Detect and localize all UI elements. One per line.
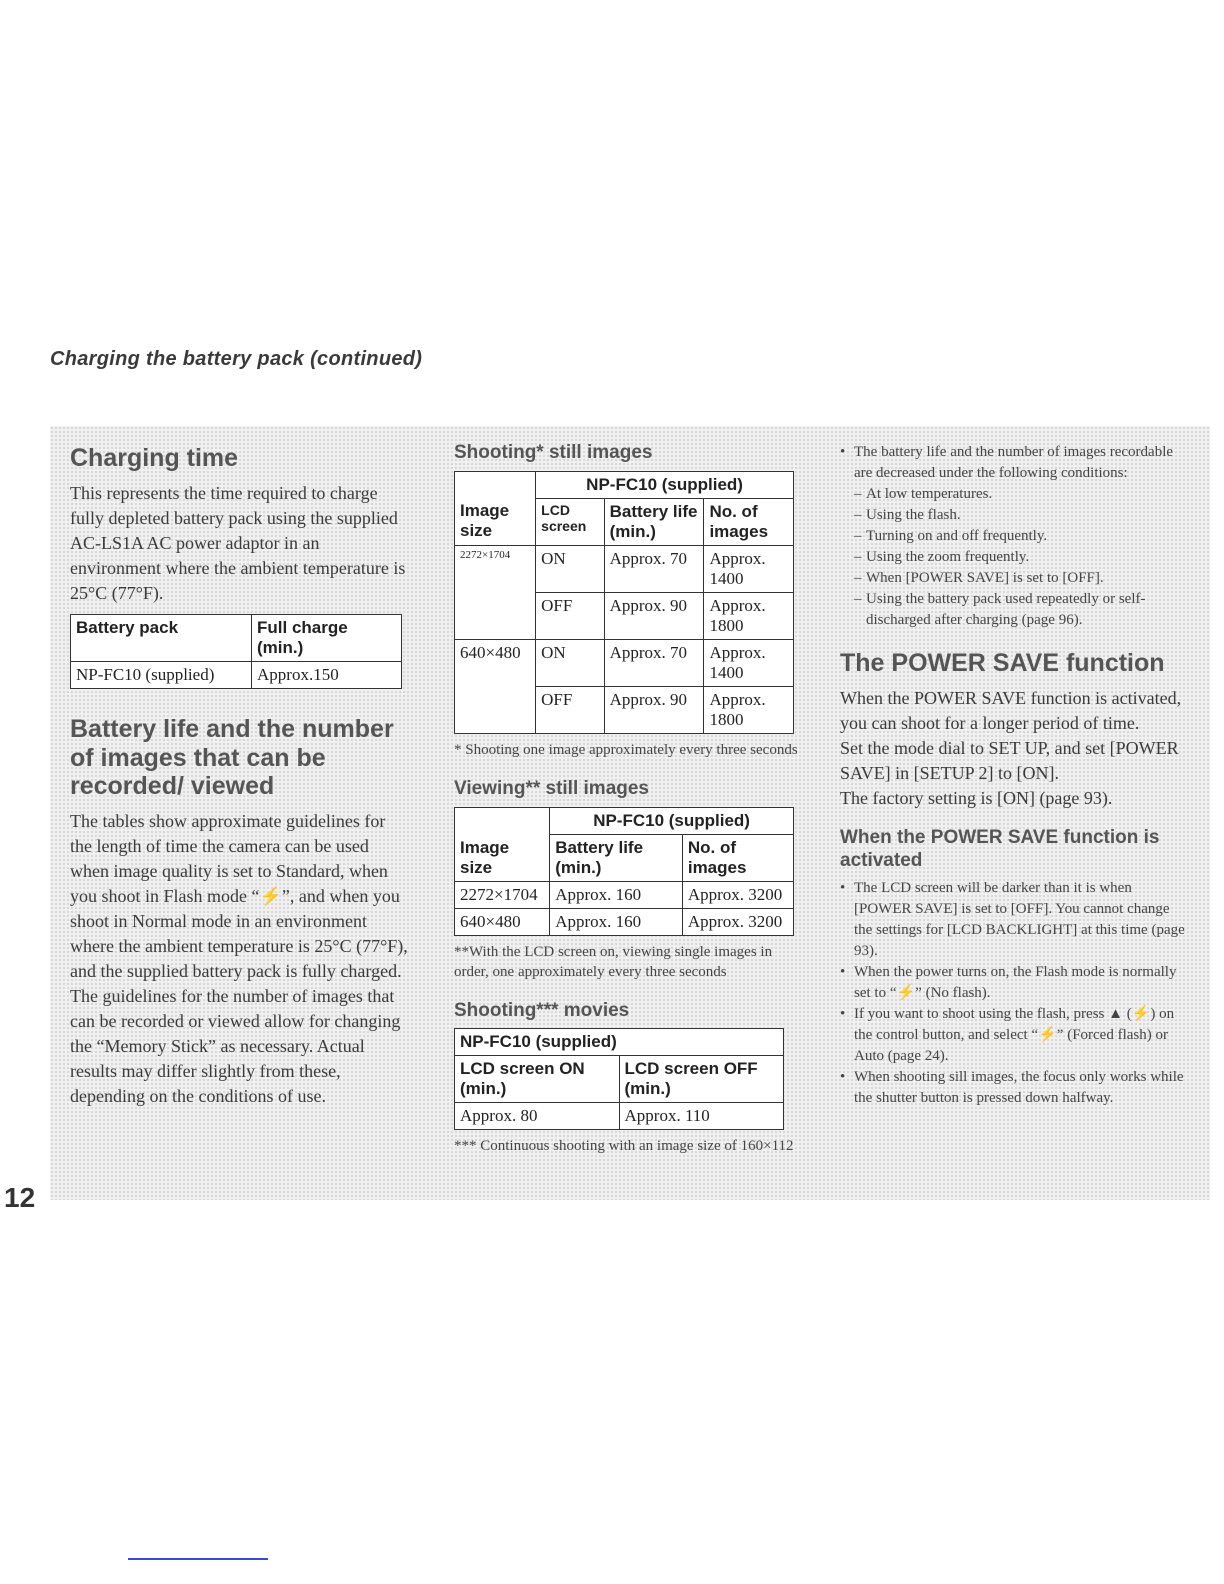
table-header-row <box>455 1029 784 1056</box>
table-row <box>455 881 794 908</box>
table-header: Battery pack <box>71 614 252 661</box>
shooting-movies-table <box>454 1028 784 1130</box>
table-header: Image size <box>455 498 536 545</box>
table-cell: Approx. 1400 <box>704 639 794 686</box>
list-item: – When [POWER SAVE] is set to [OFF]. <box>854 568 1190 589</box>
table-cell: Approx. 1400 <box>704 545 794 592</box>
table-header: Battery life (min.) <box>604 498 704 545</box>
shooting-movies-heading: Shooting*** movies <box>454 999 630 1021</box>
list-item: • The LCD screen will be darker than it is when [POWER SAVE] is set to [OFF]. You cannot change the settings for [LCD BACKLIGHT] at this time (page 93). <box>840 878 1190 962</box>
table-cell: Approx. 80 <box>455 1103 620 1130</box>
table-header: LCD screen OFF (min.) <box>619 1056 784 1103</box>
list-item: – Using the flash. <box>854 505 1190 526</box>
page-number: 12 <box>4 1182 36 1213</box>
table-row <box>455 908 794 935</box>
list-item: • The battery life and the number of images recordable are decreased under the following conditions: <box>840 442 1190 484</box>
table-header-row <box>71 614 402 661</box>
table-cell <box>455 592 536 639</box>
charging-time-heading: Charging time <box>70 444 239 472</box>
power-save-text: The factory setting is [ON] (page 93). <box>840 787 1113 808</box>
table-cell: Approx. 90 <box>604 686 704 733</box>
table-cell: Approx. 3200 <box>682 908 793 935</box>
table-cell: 640×480 <box>455 639 536 686</box>
table-cell: NP-FC10 (supplied) <box>71 661 252 688</box>
table-cell <box>455 686 536 733</box>
table-row <box>71 661 402 688</box>
table-cell: Approx. 110 <box>619 1103 784 1130</box>
table-group-header: NP-FC10 (supplied) <box>455 1029 784 1056</box>
table-cell: Approx. 1800 <box>704 592 794 639</box>
table-header: Image size <box>455 834 550 881</box>
shooting-still-heading: Shooting* still images <box>454 442 653 463</box>
table-cell: Approx. 70 <box>604 639 704 686</box>
battery-life-heading: Battery life and the number of images that can be recorded/ viewed <box>70 714 394 801</box>
viewing-still-heading: Viewing** still images <box>454 777 650 799</box>
column-left <box>70 444 410 1109</box>
table-cell: Approx. 3200 <box>682 881 793 908</box>
list-item: – At low temperatures. <box>854 484 1190 505</box>
list-item: • When shooting sill images, the focus only works while the shutter button is pressed down halfway. <box>840 1067 1190 1109</box>
table-cell: 640×480 <box>455 908 550 935</box>
list-item: – Turning on and off frequently. <box>854 526 1190 547</box>
table-row <box>455 1103 784 1130</box>
table-header <box>455 807 550 834</box>
table-cell: Approx. 70 <box>604 545 704 592</box>
column-right <box>840 442 1190 1109</box>
table-cell: OFF <box>536 686 604 733</box>
table-header: Battery life (min.) <box>550 834 683 881</box>
conditions-list <box>840 484 1190 631</box>
shooting-movies-footnote: *** Continuous shooting with an image size of 160×112 <box>454 1138 794 1155</box>
charging-time-table <box>70 614 402 689</box>
content-panel <box>50 426 1210 1200</box>
power-save-text: When the POWER SAVE function is activated, you can shoot for a longer period of time. <box>840 687 1182 733</box>
table-group-header: NP-FC10 (supplied) <box>550 807 794 834</box>
conditions-note <box>840 442 1190 484</box>
table-cell: 2272×1704 <box>455 545 536 592</box>
table-cell: Approx.150 <box>252 661 402 688</box>
table-header-row <box>455 471 794 498</box>
table-cell: ON <box>536 545 604 592</box>
divider <box>128 1558 268 1560</box>
table-cell: Approx. 160 <box>550 908 683 935</box>
list-item: – Using the battery pack used repeatedly or self-discharged after charging (page 96). <box>854 589 1190 631</box>
table-row <box>455 592 794 639</box>
list-item: • If you want to shoot using the flash, press ▲ (⚡) on the control button, and select “⚡” (Forced flash) or Auto (page 24). <box>840 1004 1190 1067</box>
table-header: LCD screen ON (min.) <box>455 1056 620 1103</box>
table-header: LCD screen <box>536 498 604 545</box>
column-middle <box>454 442 804 1156</box>
shooting-still-footnote: * Shooting one image approximately every three seconds <box>454 741 798 758</box>
table-header-row <box>455 1056 784 1103</box>
table-cell: Approx. 160 <box>550 881 683 908</box>
table-cell: Approx. 90 <box>604 592 704 639</box>
table-cell: ON <box>536 639 604 686</box>
charging-time-text: This represents the time required to charge fully depleted battery pack using the supplied AC-LS1A AC power adaptor in an environment where the ambient temperature is 25°C (77°F). <box>70 482 406 603</box>
table-header: Full charge (min.) <box>252 614 402 661</box>
table-header <box>455 471 536 498</box>
table-header: No. of images <box>704 498 794 545</box>
power-save-activated-heading: When the POWER SAVE function is activated <box>840 826 1160 871</box>
table-row <box>455 545 794 592</box>
table-group-header: NP-FC10 (supplied) <box>536 471 794 498</box>
shooting-still-table <box>454 471 794 734</box>
power-save-heading: The POWER SAVE function <box>840 649 1165 677</box>
table-cell: Approx. 1800 <box>704 686 794 733</box>
list-item: – Using the zoom frequently. <box>854 547 1190 568</box>
table-header: No. of images <box>682 834 793 881</box>
power-save-notes <box>840 878 1190 1109</box>
table-cell: OFF <box>536 592 604 639</box>
table-row <box>455 639 794 686</box>
viewing-still-table <box>454 807 794 936</box>
table-header-row <box>455 498 794 545</box>
power-save-text: Set the mode dial to SET UP, and set [POWER SAVE] in [SETUP 2] to [ON]. <box>840 737 1179 783</box>
table-header-row <box>455 807 794 834</box>
table-cell: 2272×1704 <box>455 881 550 908</box>
page-header: Charging the battery pack (continued) <box>50 348 423 370</box>
table-header-row <box>455 834 794 881</box>
battery-life-text: The tables show approximate guidelines for the length of time the camera can be used when image quality is set to Standard, when you shoot in Flash mode “⚡”, and when you shoot in Normal mode in an environment where the ambient temperature is 25°C (77°F), and the supplied battery pack is fully charged. The guidelines for the number of images that can be recorded or viewed allow for changing the “Memory Stick” as necessary. Actual results may differ slightly from these, depending on the conditions of use. <box>70 811 408 1106</box>
list-item: • When the power turns on, the Flash mode is normally set to “⚡” (No flash). <box>840 962 1190 1004</box>
table-row <box>455 686 794 733</box>
viewing-still-footnote: **With the LCD screen on, viewing single images in order, one approximately every three seconds <box>454 943 773 980</box>
